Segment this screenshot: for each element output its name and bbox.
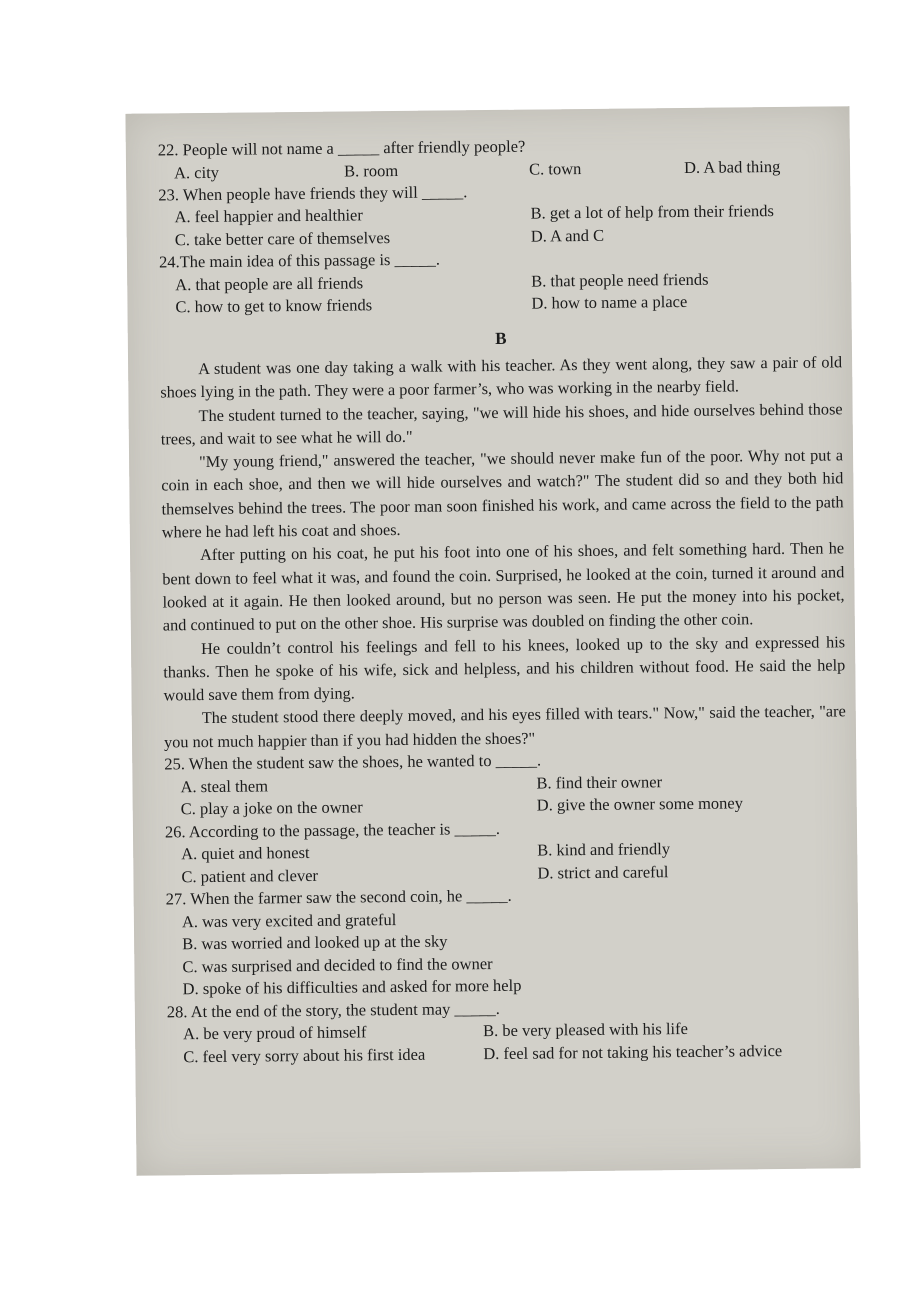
option-25-b: B. find their owner [536,771,663,793]
passage-paragraph: After putting on his coat, he put his foot into one of his shoes, and felt something hard. Then he bent down to feel what it was, and found the coin. Surprised, he looked at the coin, turned it around and looked at it again. He then looked around, but no person was seen. He put the money into his pocket, and continued to put on the other shoe. His surprise was doubled on finding the other coin. [162,538,845,635]
option-28-b: B. be very pleased with his life [482,1019,688,1041]
option-24-a: A. that people are all friends [175,272,364,294]
question-27-options [166,904,849,1001]
option-22-a: A. city [173,162,220,182]
option-28-c: C. feel very sorry about his first idea [183,1044,426,1066]
question-28-stem: 28. At the end of the story, the student may _____. [166,998,500,1021]
option-23-d: D. A and C [530,225,605,246]
question-26-stem: 26. According to the passage, the teacher is _____. [164,818,501,841]
option-24-d: D. how to name a place [531,291,688,313]
scanned-exam-page [125,106,860,1176]
option-26-d: D. strict and careful [537,861,669,883]
option-25-c: C. play a joke on the owner [180,797,363,819]
option-23-c: C. take better care of themselves [174,227,391,249]
option-27-d: D. spoke of his difficulties and asked for more help [182,975,522,999]
option-22-b: B. room [343,160,399,181]
passage-paragraph: The student turned to the teacher, saying, "we will hide his shoes, and hide ourselves behind those trees, and wait to see what he will do." [160,398,843,449]
question-22-stem: 22. People will not name a _____ after friendly people? [157,136,526,160]
option-24-c: C. how to get to know friends [175,295,373,317]
question-23-stem: 23. When people have friends they will _____. [158,181,468,204]
option-25-a: A. steal them [180,775,269,796]
question-23-options [158,199,840,251]
passage-paragraph: He couldn’t control his feelings and fell to his knees, looked up to the sky and expressed his thanks. Then he spoke of his wife, sick and helpless, and his children without food. He said the help would save them from dying. [163,631,846,705]
option-26-a: A. quiet and honest [181,842,310,864]
passage-paragraph: The student stood there deeply moved, and his eyes filled with tears." Now," said the teacher, "are you not much happier than if you had hidden the shoes?" [163,701,846,752]
exam-content [158,132,850,1068]
question-27-stem: 27. When the farmer saw the second coin, he _____. [165,885,512,909]
option-25-d: D. give the owner some money [536,793,744,815]
question-25-options [164,769,846,821]
question-24-stem: 24.The main idea of this passage is _____. [158,249,441,272]
question-28-options [167,1016,849,1068]
option-22-d: D. A bad thing [683,156,781,177]
passage-paragraph: "My young friend," answered the teacher, "we should never make fun of the poor. Why not put a coin in each shoe, and then we will hide ourselves and watch?" The student did so and they both hid themselves behind the trees. The poor man soon finished his work, and came across the field to the path where he had left his coat and shoes. [161,445,844,542]
question-25-stem: 25. When the student saw the shoes, he wanted to _____. [164,750,542,774]
option-27-c: C. was surprised and decided to find the owner [182,953,493,976]
passage-paragraph: A student was one day taking a walk with his teacher. As they went along, they saw a pair of old shoes lying in the path. They were a poor farmer’s, who was working in the nearby field. [160,352,843,402]
option-27-b: B. was worried and looked up at the sky [182,931,448,954]
option-23-a: A. feel happier and healthier [174,205,363,227]
option-27-a: A. was very excited and grateful [181,909,397,931]
question-24-options [159,267,841,319]
question-26-options [165,836,847,888]
option-28-d: D. feel sad for not taking his teacher’s advice [483,1040,783,1063]
option-22-c: C. town [528,158,582,179]
option-24-b: B. that people need friends [531,269,709,291]
option-26-c: C. patient and clever [181,865,319,886]
option-26-b: B. kind and friendly [537,839,671,860]
option-23-b: B. get a lot of help from their friends [530,201,774,223]
option-28-a: A. be very proud of himself [182,1022,367,1044]
section-heading: B [495,328,507,348]
